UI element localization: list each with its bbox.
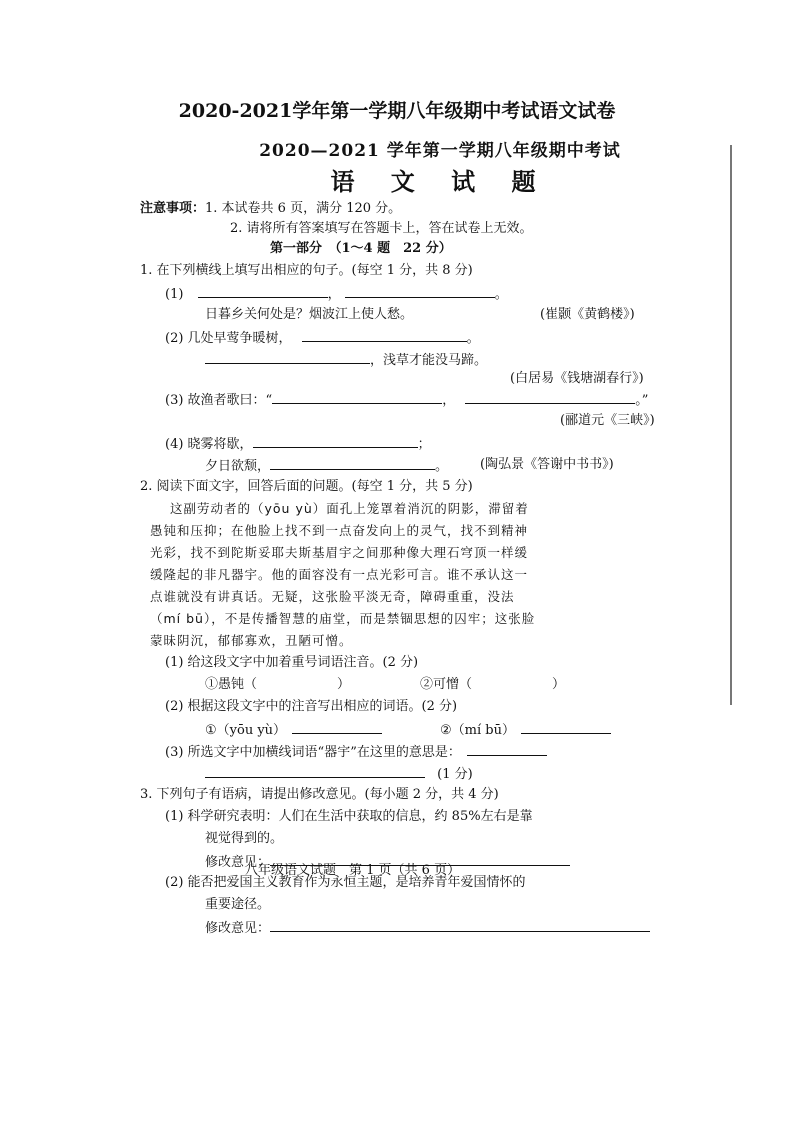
part1-heading: 第一部分 （1～4 题 22 分） xyxy=(270,241,452,256)
q2-sub3 xyxy=(165,742,547,762)
scan-edge-line xyxy=(730,145,732,705)
q1-s1-num: (1) xyxy=(165,287,184,302)
q1-s4 xyxy=(165,434,431,454)
q2-sub3-line2 xyxy=(205,764,473,784)
answer-blank[interactable] xyxy=(467,742,547,756)
q1-s4-line2-text: 夕日欲颓， xyxy=(205,459,271,474)
q1-s2-line2 xyxy=(205,350,487,370)
answer-blank[interactable] xyxy=(292,720,382,734)
q2-passage-line: 点谁就没有讲真话。无疑，这张脸平淡无奇，障碍重重，没法 xyxy=(150,589,515,604)
q1-s4-source: (陶弘景《答谢中书书》) xyxy=(480,457,614,472)
q3-sub1-line1: (1) 科学研究表明：人们在生活中获取的信息，约 85%左右是靠 xyxy=(165,809,533,824)
q1-s1-end: 。 xyxy=(494,287,508,302)
q2-sub1-b-label: ②可憎（ xyxy=(420,677,473,692)
q1-s2-text: (2) 几处早莺争暖树， xyxy=(165,331,292,346)
q1-s3 xyxy=(165,390,648,410)
answer-blank[interactable] xyxy=(270,456,435,470)
q1-s3-end: 。” xyxy=(635,393,649,408)
q2-passage-line: （mí bū），不是传播智慧的庙堂，而是禁锢思想的囚牢；这张脸 xyxy=(150,611,536,626)
q1-s2-line2-text: ，浅草才能没马蹄。 xyxy=(370,353,488,368)
notes-label: 注意事项： xyxy=(140,201,206,216)
subject-title: 语 文 试 题 xyxy=(330,167,550,196)
q1-s1-line2: 日暮乡关何处是？烟波江上使人愁。 xyxy=(205,307,414,322)
revise-label: 修改意见： xyxy=(205,921,271,936)
q1-s4-text: (4) 晓雾将歇， xyxy=(165,437,253,452)
q2-sub2-a-label: ①（yōu yù） xyxy=(205,723,287,738)
q2-sub1-b-close: ） xyxy=(552,677,566,692)
page-footer: 八年级语文试题 第 1 页（共 6 页） xyxy=(245,863,461,878)
q1-stem: 1. 在下列横线上填写出相应的句子。(每空 1 分，共 8 分) xyxy=(140,263,473,278)
notes-item-1: 1. 本试卷共 6 页，满分 120 分。 xyxy=(205,201,402,216)
q2-sub1-a-label: ①愚钝（ xyxy=(205,677,258,692)
q2-stem: 2. 阅读下面文字，回答后面的问题。(每空 1 分，共 5 分) xyxy=(140,479,473,494)
q3-sub2-revise xyxy=(205,918,650,938)
q2-sub2-b xyxy=(440,720,611,740)
q2-passage-line: 这副劳动者的（yōu yù）面孔上笼罩着消沉的阴影，滞留着 xyxy=(170,501,529,516)
q2-sub1-a xyxy=(205,676,350,694)
q1-s2-source: (白居易《钱塘湖春行》) xyxy=(510,371,644,386)
answer-blank[interactable] xyxy=(270,918,650,932)
q1-s3-mid: ， xyxy=(442,393,456,408)
q1-s4-line2-end: 。 xyxy=(435,459,449,474)
answer-blank[interactable] xyxy=(465,390,635,404)
q2-sub2-b-label: ②（mí bū） xyxy=(440,723,515,738)
exam-header-line: 2020—2021 学年第一学期八年级期中考试 xyxy=(259,141,621,161)
answer-blank[interactable] xyxy=(345,284,495,298)
exam-page-scan xyxy=(140,128,730,936)
q2-sub1-a-close: ） xyxy=(337,677,351,692)
q1-s2 xyxy=(165,328,480,348)
q2-sub2: (2) 根据这段文字中的注音写出相应的词语。(2 分) xyxy=(165,699,458,714)
answer-blank[interactable] xyxy=(198,284,328,298)
notes-line-1 xyxy=(140,200,401,218)
q2-sub3-score: (1 分) xyxy=(437,767,473,782)
document-title: 2020-2021学年第一学期八年级期中考试语文试卷 xyxy=(178,100,616,122)
q3-sub1-line2: 视觉得到的。 xyxy=(205,831,284,846)
q1-s4-line2 xyxy=(205,456,448,476)
q1-s2-end: 。 xyxy=(466,331,480,346)
q3-stem: 3. 下列句子有语病，请提出修改意见。(每小题 2 分，共 4 分) xyxy=(140,787,499,802)
q3-sub2-line2: 重要途径。 xyxy=(205,897,271,912)
revise-label: 修改意见： xyxy=(205,855,271,870)
q1-s4-end: ； xyxy=(417,437,431,452)
q2-sub3-text: (3) 所选文字中加横线词语“器宇”在这里的意思是： xyxy=(165,745,461,760)
answer-blank[interactable] xyxy=(205,350,370,364)
q3-sub2-line1: (2) 能否把爱国主义教育作为永恒主题，是培养青年爱国情怀的 xyxy=(165,875,526,890)
q2-sub1: (1) 给这段文字中加着重号词语注音。(2 分) xyxy=(165,655,419,670)
q1-s1 xyxy=(165,284,508,304)
q1-s3-source: (郦道元《三峡》) xyxy=(560,413,655,428)
q1-s1-comma: ， xyxy=(327,287,341,302)
answer-blank[interactable] xyxy=(521,720,611,734)
q2-sub2-a xyxy=(205,720,382,740)
answer-blank[interactable] xyxy=(205,764,425,778)
q2-passage-line: 蒙昧阴沉，郁郁寡欢，丑陋可憎。 xyxy=(150,633,353,648)
q2-sub1-b xyxy=(420,676,565,694)
answer-blank[interactable] xyxy=(302,328,467,342)
q1-s3-text: (3) 故渔者歌曰：“ xyxy=(165,393,273,408)
q2-passage-line: 缓隆起的非凡器宇。他的面容没有一点光彩可言。谁不承认这一 xyxy=(150,567,529,582)
answer-blank[interactable] xyxy=(272,390,442,404)
notes-item-2: 2. 请将所有答案填写在答题卡上，答在试卷上无效。 xyxy=(230,221,533,236)
q1-s1-source: (崔颢《黄鹤楼》) xyxy=(540,307,635,322)
q2-passage-line: 愚钝和压抑；在他脸上找不到一点奋发向上的灵气，找不到精神 xyxy=(150,523,529,538)
q2-passage-line: 光彩，找不到陀斯妥耶夫斯基眉宇之间那种像大理石穹顶一样缓 xyxy=(150,545,529,560)
answer-blank[interactable] xyxy=(253,434,418,448)
